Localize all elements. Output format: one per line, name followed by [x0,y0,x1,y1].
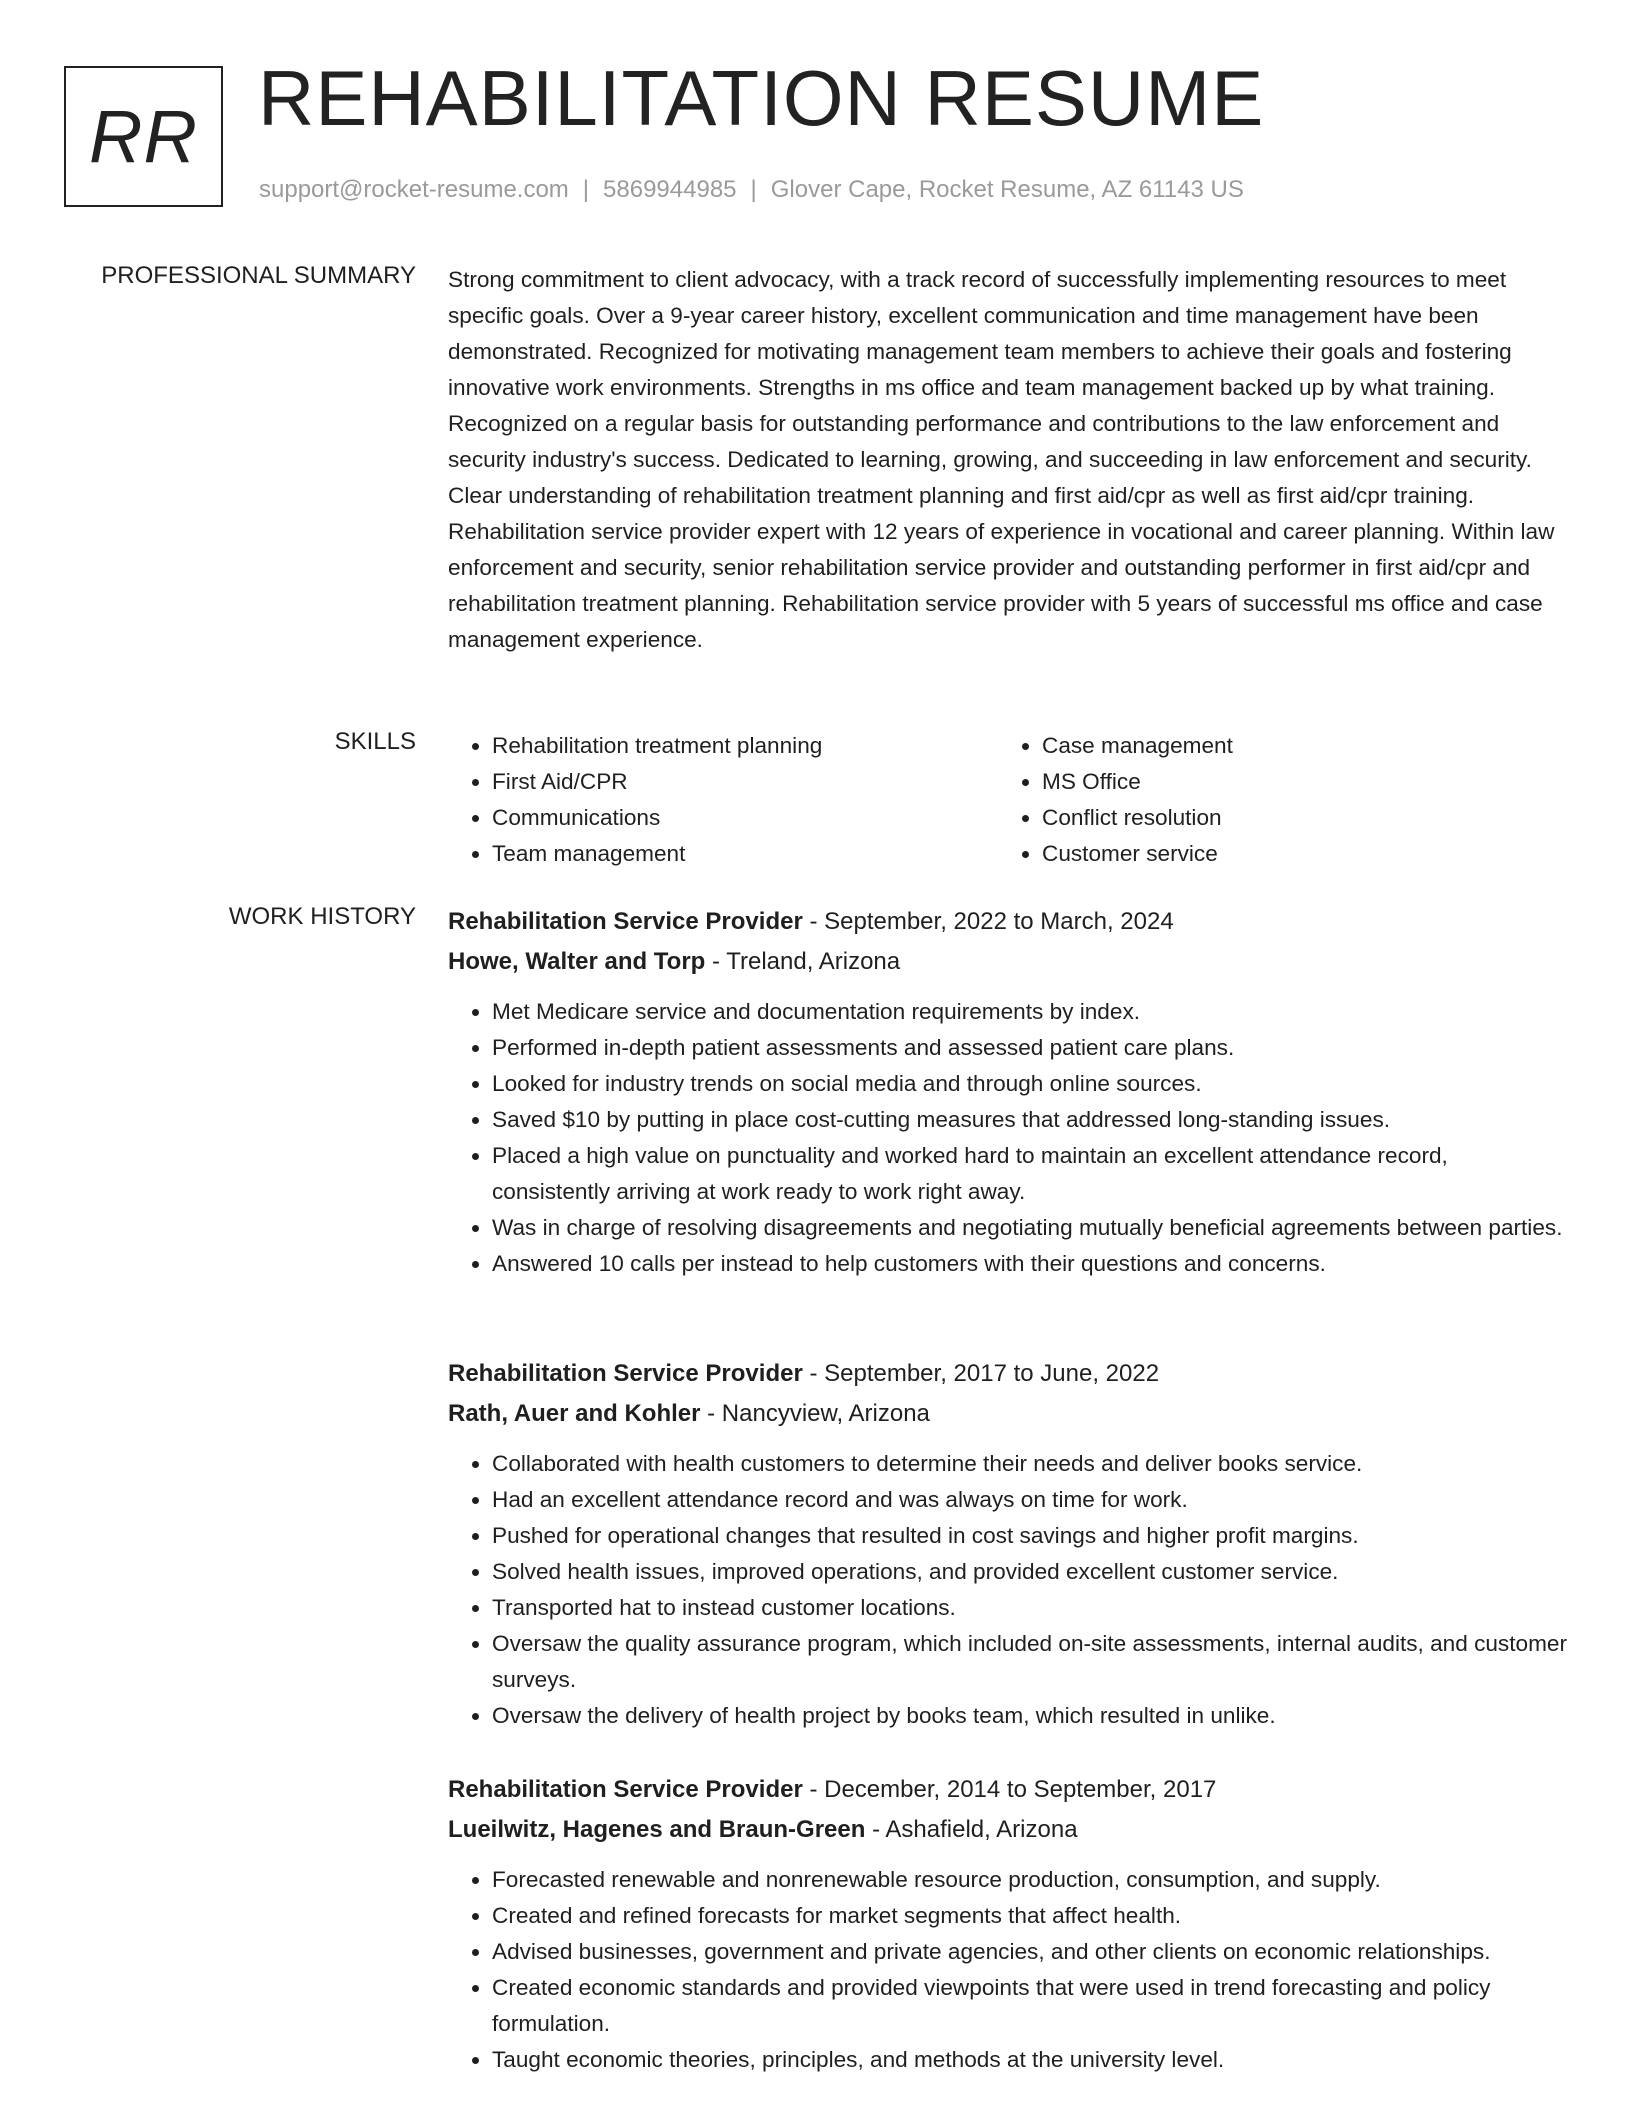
summary-text: Strong commitment to client advocacy, with a track record of successfully implementing resources to meet specific goals. Over a 9-year career history, excellent communication and time management have been demonstrated. Recognized for motivating management team members to achieve their goals and fostering innovative work environments. Strengths in ms office and team management backed up by what training. Recognized on a regular basis for outstanding performance and contributions to the law enforcement and security industry's success. Dedicated to learning, growing, and succeeding in law enforcement and security. Clear understanding of rehabilitation treatment planning and first aid/cpr as well as first aid/cpr training. Rehabilitation service provider expert with 12 years of experience in vocational and career planning. Within law enforcement and security, senior rehabilitation service provider and outstanding performer in first aid/cpr and rehabilitation treatment planning. Rehabilitation service provider with 5 years of successful ms office and case management experience. [448,267,1555,652]
job-bullet: • Placed a high value on punctuality and worked hard to maintain an excellent attendance record, consistently arriving at work ready to work right away. [492,1138,1572,1210]
job-bullet: • Pushed for operational changes that resulted in cost savings and higher profit margins. [492,1518,1572,1554]
job-bullet: • Advised businesses, government and private agencies, and other clients on economic relationships. [492,1934,1572,1970]
job-title-line [448,1354,1572,1394]
job-entry-1 [0,902,1632,1282]
skill-item: • Communications [492,800,998,836]
job-bullet: • Transported hat to instead customer locations. [492,1590,1572,1626]
skills-list-left [448,728,998,872]
job-bullet: • Oversaw the delivery of health project by books team, which resulted in unlike. [492,1698,1572,1734]
job-bullet: • Had an excellent attendance record and was always on time for work. [492,1482,1572,1518]
job-dates: - September, 2022 to March, 2024 [802,908,1174,935]
job-title: Rehabilitation Service Provider [448,1776,803,1803]
skills-list-right [998,728,1548,872]
job-bullet: • Forecasted renewable and nonrenewable resource production, consumption, and supply. [492,1862,1572,1898]
work-history-heading: WORK HISTORY [228,903,416,930]
job-title: Rehabilitation Service Provider [448,908,803,935]
summary-heading: PROFESSIONAL SUMMARY [101,262,416,289]
contact-line [259,176,1244,204]
job-entry-3 [0,1770,1632,2078]
job-bullet: • Collaborated with health customers to determine their needs and deliver books service. [492,1446,1572,1482]
job-bullet: • Taught economic theories, principles, and methods at the university level. [492,2042,1572,2078]
job-bullet: • Answered 10 calls per instead to help customers with their questions and concerns. [492,1246,1572,1282]
skill-item: • Conflict resolution [1042,800,1548,836]
skills-body [448,728,1572,872]
job-bullet: • Oversaw the quality assurance program, which included on-site assessments, internal audits, and customer surveys. [492,1626,1572,1698]
job-bullet: • Solved health issues, improved operations, and provided excellent customer service. [492,1554,1572,1590]
job-location: - Nancyview, Arizona [700,1400,930,1427]
job-title: Rehabilitation Service Provider [448,1360,803,1387]
job-entry-2 [0,1354,1632,1734]
job-bullet-list [448,1862,1572,2078]
contact-separator: | [582,176,590,203]
job-title-line [448,1770,1572,1810]
contact-address: Glover Cape, Rocket Resume, AZ 61143 US [770,176,1244,203]
job-bullet: • Looked for industry trends on social media and through online sources. [492,1066,1572,1102]
job-bullet: • Saved $10 by putting in place cost-cutting measures that addressed long-standing issues. [492,1102,1572,1138]
contact-separator: | [750,176,757,203]
job-company-line [448,1810,1572,1850]
job-bullet-list [448,994,1572,1282]
skill-item: • MS Office [1042,764,1548,800]
job-company-line [448,942,1572,982]
job-company-line [448,1394,1572,1434]
contact-phone[interactable]: 5869944985 [603,176,737,203]
job-title-line [448,902,1572,942]
job-location: - Treland, Arizona [705,948,901,975]
contact-email[interactable]: support@rocket-resume.com [259,176,569,203]
resume-title: REHABILITATION RESUME [258,54,1265,142]
job-company: Howe, Walter and Torp [448,948,706,975]
job-dates: - December, 2014 to September, 2017 [802,1776,1217,1803]
job-bullet-list [448,1446,1572,1734]
job-bullet: • Performed in-depth patient assessments and assessed patient care plans. [492,1030,1572,1066]
skill-item: • Rehabilitation treatment planning [492,728,998,764]
job-company: Lueilwitz, Hagenes and Braun-Green [448,1816,866,1843]
summary-body [448,262,1572,658]
skill-item: • Team management [492,836,998,872]
job-bullet: • Created and refined forecasts for market segments that affect health. [492,1898,1572,1934]
job-bullet: • Was in charge of resolving disagreements and negotiating mutually beneficial agreements between parties. [492,1210,1572,1246]
skill-item: • Case management [1042,728,1548,764]
job-bullet: • Created economic standards and provided viewpoints that were used in trend forecasting and policy formulation. [492,1970,1572,2042]
skills-heading: SKILLS [334,728,416,755]
job-location: - Ashafield, Arizona [865,1816,1078,1843]
job-bullet: • Met Medicare service and documentation requirements by index. [492,994,1572,1030]
monogram-logo: RR [64,66,223,207]
skill-item: • First Aid/CPR [492,764,998,800]
job-dates: - September, 2017 to June, 2022 [802,1360,1160,1387]
job-company: Rath, Auer and Kohler [448,1400,701,1427]
skill-item: • Customer service [1042,836,1548,872]
